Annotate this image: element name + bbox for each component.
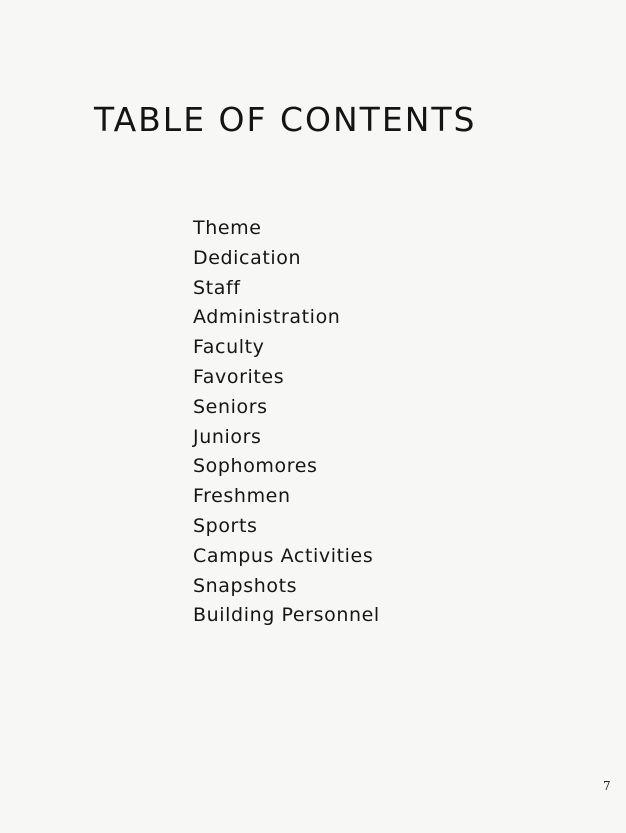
toc-item-staff: Staff bbox=[193, 276, 241, 299]
toc-item-dedication: Dedication bbox=[193, 246, 302, 269]
toc-item-freshmen: Freshmen bbox=[193, 485, 291, 508]
toc-item-faculty: Faculty bbox=[193, 336, 265, 359]
page-number: 7 bbox=[603, 779, 611, 793]
toc-item-administration: Administration bbox=[193, 306, 341, 329]
toc-item-building-personnel: Building Personnel bbox=[193, 604, 380, 627]
table-of-contents-list bbox=[193, 214, 380, 631]
toc-item-juniors: Juniors bbox=[193, 425, 262, 448]
toc-item-seniors: Seniors bbox=[193, 395, 268, 418]
toc-item-theme: Theme bbox=[193, 217, 262, 239]
toc-item-sophomores: Sophomores bbox=[193, 455, 318, 478]
page-title: TABLE OF CONTENTS bbox=[94, 100, 477, 139]
toc-item-campus-activities: Campus Activities bbox=[193, 544, 374, 567]
toc-item-sports: Sports bbox=[193, 514, 258, 537]
toc-item-favorites: Favorites bbox=[193, 365, 285, 388]
toc-item-snapshots: Snapshots bbox=[193, 574, 298, 597]
